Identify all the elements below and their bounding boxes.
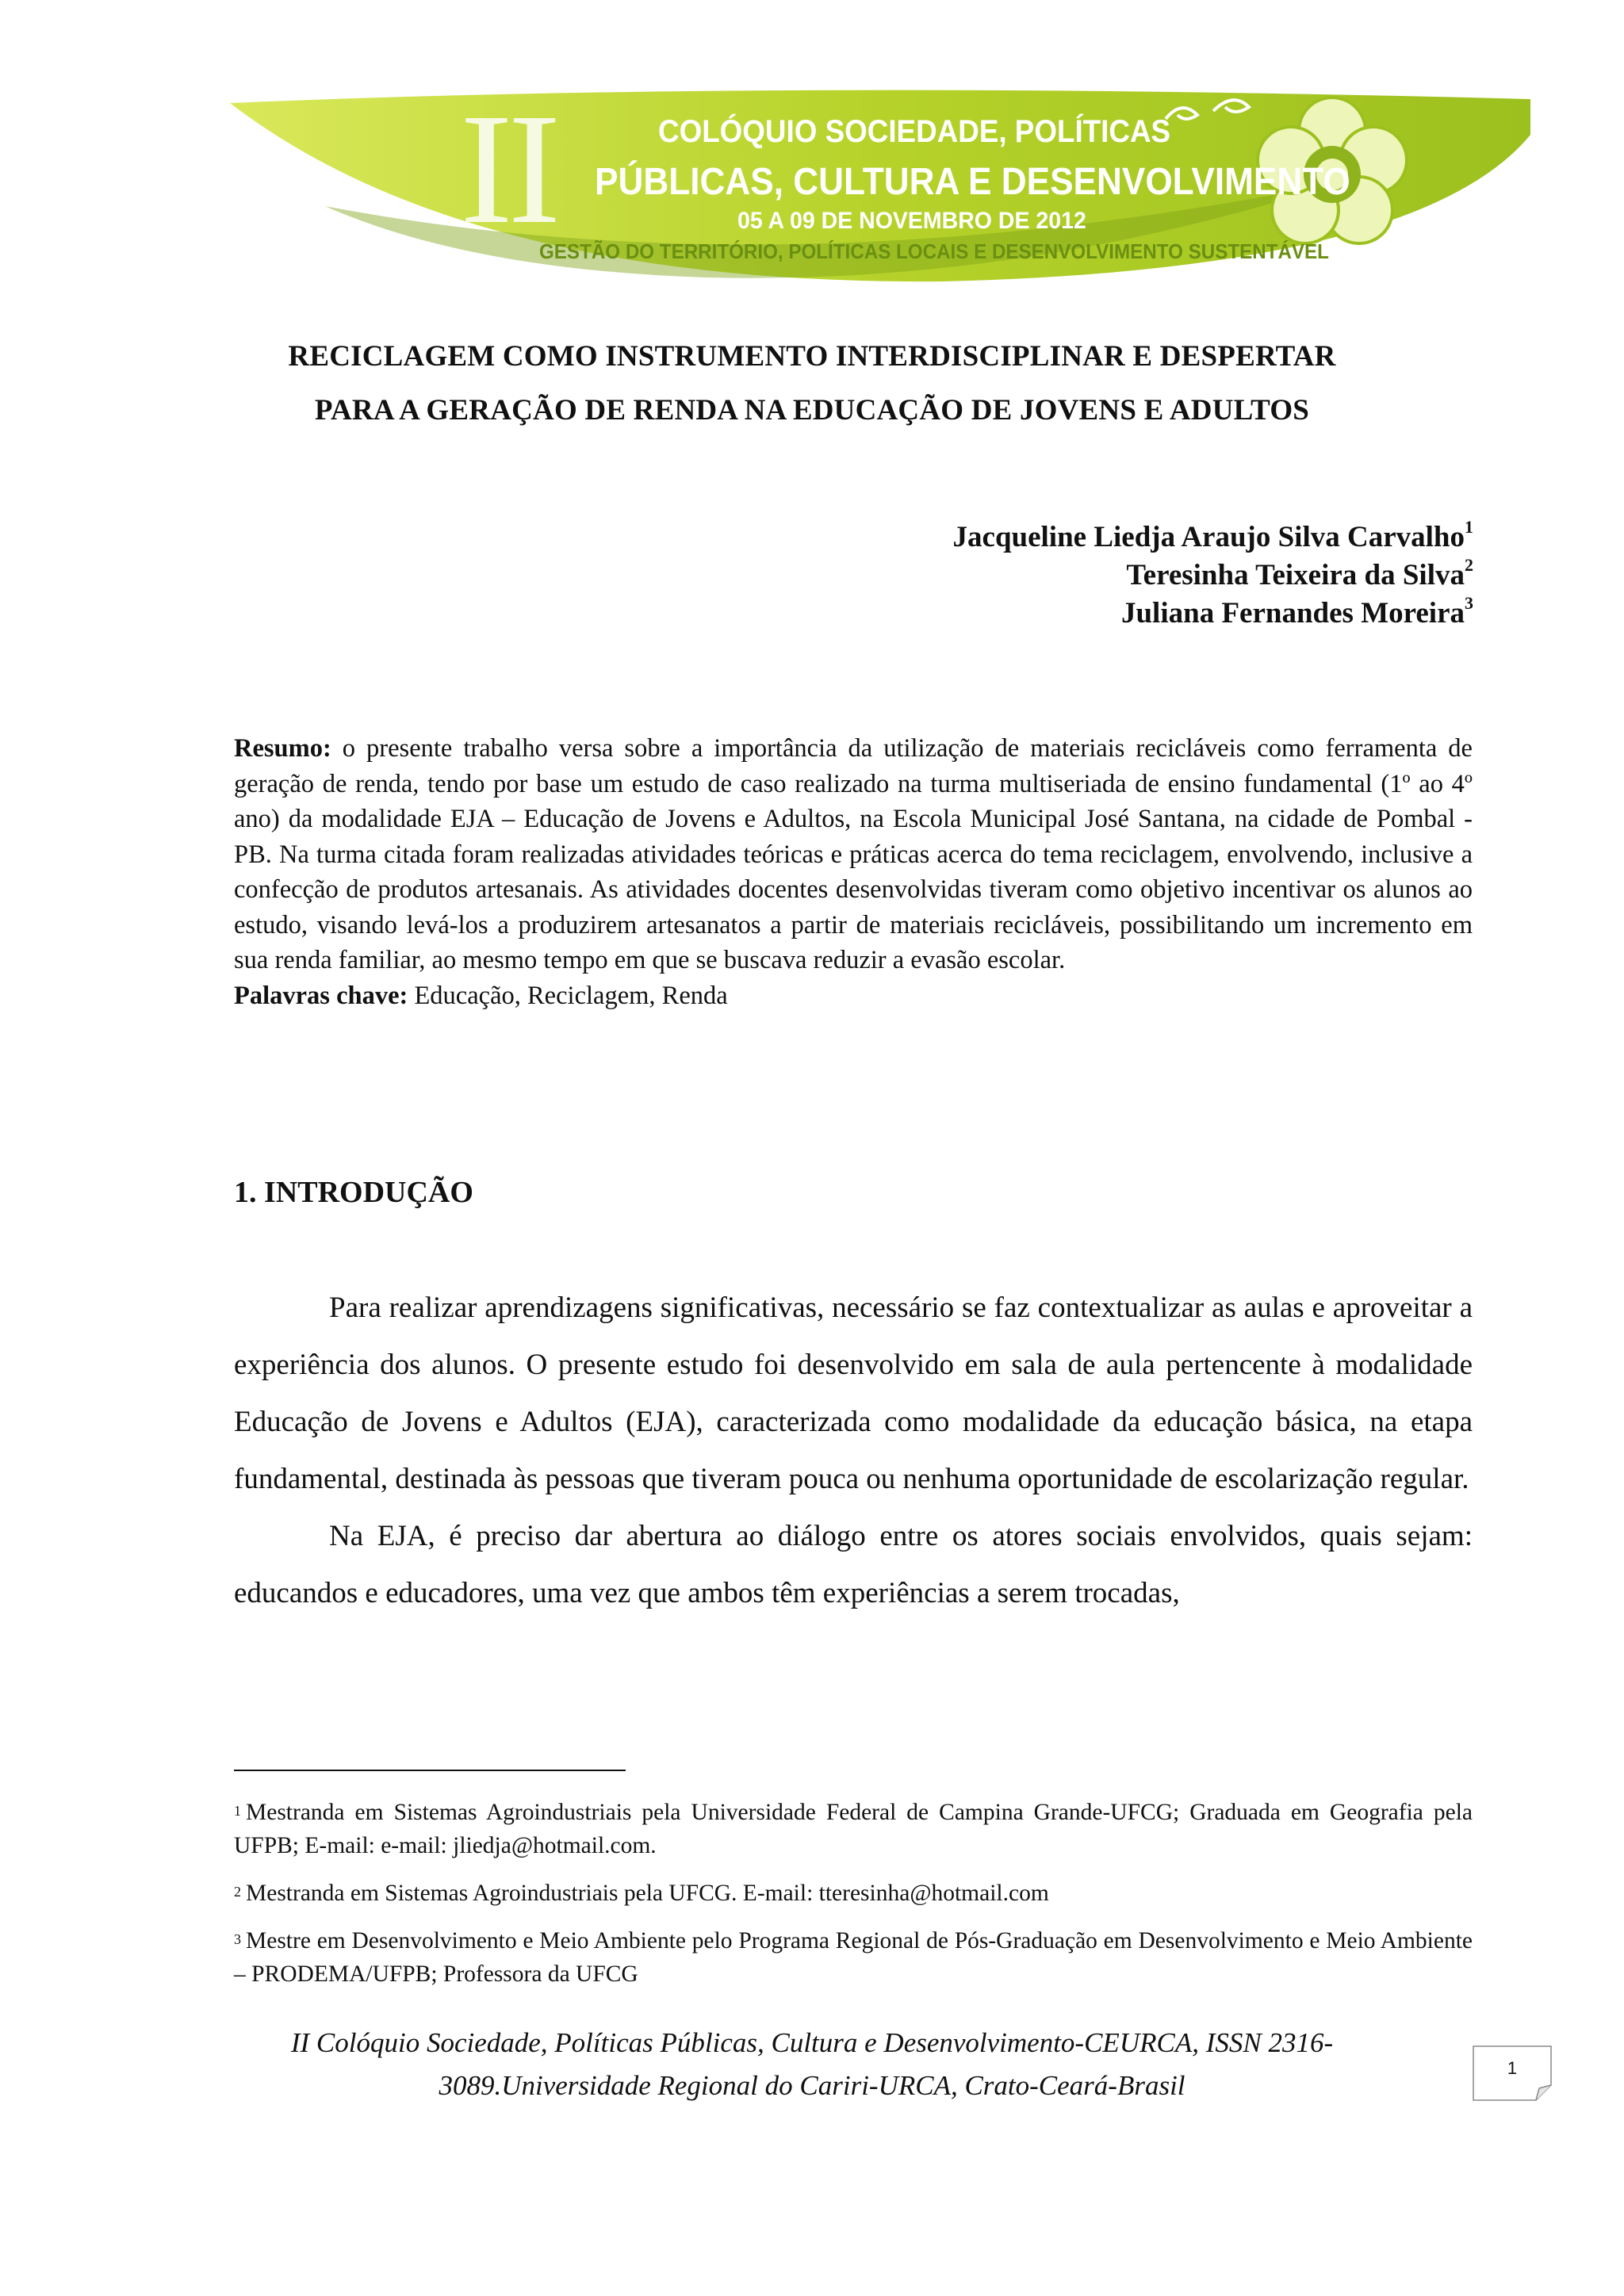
footnote-separator (234, 1770, 626, 1771)
footnote-text: Mestranda em Sistemas Agroindustriais pela UFCG. E-mail: tteresinha@hotmail.com (246, 1881, 1049, 1906)
footnote-text: Mestranda em Sistemas Agroindustriais pela Universidade Federal de Campina Grande-UFCG; Graduada em Geografia pela UFPB; E-mail: e-mail: jliedja@hotmail.com. (234, 1800, 1473, 1858)
author-name: Jacqueline Liedja Araujo Silva Carvalho (952, 521, 1465, 553)
paper-title-line-2: PARA A GERAÇÃO DE RENDA NA EDUCAÇÃO DE JOVENS E ADULTOS (314, 394, 1310, 427)
keywords-text: Educação, Reciclagem, Renda (408, 981, 728, 1010)
author-name: Juliana Fernandes Moreira (1120, 597, 1465, 629)
banner-title-line-2: PÚBLICAS, CULTURA E DESENVOLVIMENTO (595, 161, 1350, 203)
abstract-text: o presente trabalho versa sobre a importância da utilização de materiais recicláveis como ferramenta de geração de renda, tendo por base um estudo de caso realizado na turma multiseriada de ensino fundamental (1º ao 4º ano) da modalidade EJA – Educação de Jovens e Adultos, na Escola Municipal José Santana, na cidade de Pombal - PB. Na turma citada foram realizadas atividades teóricas e práticas acerca do tema reciclagem, envolvendo, inclusive a confecção de produtos artesanais. As atividades docentes desenvolvidas tiveram como objetivo incentivar os alunos ao estudo, visando levá-los a produzirem artesanatos a partir de materiais recicláveis, possibilitando um incremento em sua renda familiar, ao mesmo tempo em que se buscava reduzir a evasão escolar. (234, 734, 1473, 974)
banner-edition-numeral: II (460, 82, 557, 257)
footer-line-1: II Colóquio Sociedade, Políticas Públicas, Cultura e Desenvolvimento-CEURCA, ISSN 2316- (290, 2027, 1334, 2058)
banner-title-line-1: COLÓQUIO SOCIEDADE, POLÍTICAS (658, 114, 1171, 149)
banner-dates: 05 A 09 DE NOVEMBRO DE 2012 (737, 208, 1086, 234)
author-name: Teresinha Teixeira da Silva (1126, 559, 1465, 591)
keywords-label: Palavras chave: (234, 981, 408, 1010)
author-footnote-mark: 2 (1465, 555, 1473, 575)
conference-banner (230, 82, 1530, 285)
abstract-label: Resumo: (234, 734, 331, 763)
footnote-mark: 1 (234, 1803, 241, 1819)
author-1 (952, 517, 1473, 554)
footnote-mark: 3 (234, 1931, 241, 1947)
footnote-2 (234, 1877, 1473, 1910)
footnotes (234, 1796, 1473, 2005)
footnote-3 (234, 1924, 1473, 1991)
page-footer (0, 2022, 1624, 2107)
footnote-1 (234, 1796, 1473, 1862)
author-2 (1126, 555, 1473, 592)
page-number-box (1473, 2045, 1552, 2101)
author-footnote-mark: 1 (1465, 517, 1473, 537)
author-footnote-mark: 3 (1465, 593, 1473, 613)
body-paragraph-2: Na EJA, é preciso dar abertura ao diálogo entre os atores sociais envolvidos, quais sejam: educandos e educadores, uma vez que ambos têm experiências a serem trocadas, (234, 1520, 1473, 1609)
abstract (234, 731, 1473, 1013)
abstract-paragraph (234, 731, 1473, 978)
paper-title-line-1: RECICLAGEM COMO INSTRUMENTO INTERDISCIPLINAR E DESPERTAR (288, 340, 1336, 373)
keywords-line (234, 978, 1473, 1014)
body-text (234, 1280, 1473, 1622)
footnote-text: Mestre em Desenvolvimento e Meio Ambiente pelo Programa Regional de Pós-Graduação em Desenvolvimento e Meio Ambiente – PRODEMA/UFPB; Professora da UFCG (234, 1928, 1473, 1987)
footer-line-2: 3089.Universidade Regional do Cariri-URCA, Crato-Ceará-Brasil (439, 2070, 1185, 2101)
page-number: 1 (1507, 2058, 1518, 2078)
banner-theme: GESTÃO DO TERRITÓRIO, POLÍTICAS LOCAIS E DESENVOLVIMENTO SUSTENTÁVEL (539, 239, 1329, 263)
section-heading-introduction: 1. INTRODUÇÃO (234, 1176, 473, 1209)
footnote-mark: 2 (234, 1884, 241, 1900)
body-paragraph-1: Para realizar aprendizagens significativas, necessário se faz contextualizar as aulas e aproveitar a experiência dos alunos. O presente estudo foi desenvolvido em sala de aula pertencente à modalidade Educação de Jovens e Adultos (EJA), caracterizada como modalidade da educação básica, na etapa fundamental, destinada às pessoas que tiveram pouca ou nenhuma oportunidade de escolarização regular. (234, 1292, 1473, 1495)
author-3 (1120, 593, 1473, 630)
